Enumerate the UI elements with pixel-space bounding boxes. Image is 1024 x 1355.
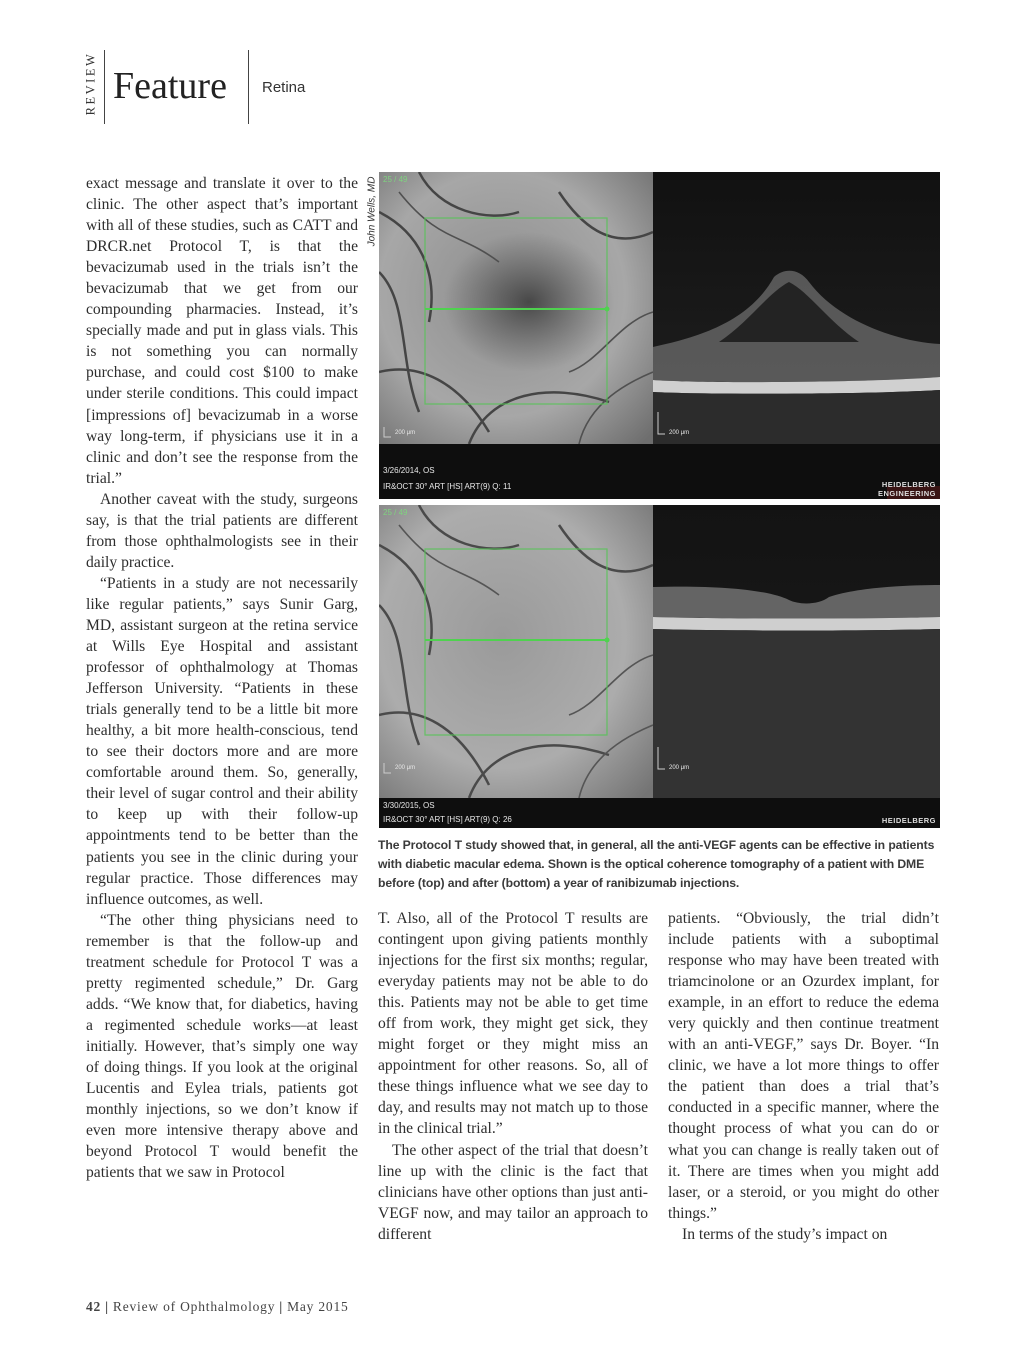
oct-image-before — [379, 172, 940, 499]
article-column-middle — [378, 908, 648, 1245]
article-column-left — [86, 173, 358, 1183]
brand-line: ENGINEERING — [877, 489, 936, 498]
scan-date: 3/26/2014, OS — [383, 466, 435, 475]
scan-counter: 25 / 49 — [383, 175, 408, 184]
paragraph: patients. “Obviously, the trial didn’t include patients with a suboptimal response who may have been treated with triamcinolone or an Ozurdex implant, for example, in an effort to reduce the edema very quickly and then continue treatment with an anti-VEGF,” says Dr. Boyer. “In clinic, we have a lot more things to offer the patient than does a trial that’s conducted in a specific manner, where the thought process of what you can do or what you can change is really taken out of it. There are times when you might add laser, or a steroid, or you might do other things.” — [668, 910, 939, 1222]
section-subtitle: Retina — [262, 79, 306, 96]
paragraph: Another caveat with the study, surgeons say, is that the trial patients are different from those ophthalmologists see in their daily practice. — [86, 490, 358, 571]
photo-credit — [365, 173, 379, 253]
paragraph: “The other thing physicians need to remember is that the follow-up and treatment schedule for Protocol T was a pretty regimented schedule,” Dr. Garg adds. “We know that, for diabetics, having a regimented schedule works—at least initially. However, that’s simply one way of doing things. If you look at the original Lucentis and Eylea trials, patients got monthly injections, so we don’t know if even more intensive therapy above and beyond Protocol T would benefit the patients that we saw in Protocol — [86, 911, 358, 1182]
oct-scan-graphic — [379, 505, 940, 828]
scan-info: IR&OCT 30° ART [HS] ART(9) Q: 26 — [383, 815, 512, 824]
page-footer — [86, 1299, 349, 1315]
paragraph: In terms of the study’s impact on — [682, 1225, 888, 1243]
review-tag-text: REVIEW — [83, 51, 98, 116]
paragraph: exact message and translate it over to the clinic. The other aspect that’s important with all of these studies, such as CATT and DRCR.net Protocol T, is that the bevacizumab used in the trials isn’t the bevacizumab that we get from our compounding pharmacies. Instead, it’s specially made and put in glass vials. This is not something you can normally purchase, and could cost $100 to make under sterile conditions. This could impact [impressions of] bevacizumab in a worse way long-term, if physicians use it in a clinic and don’t see the response from the trial.” — [86, 175, 358, 487]
header-divider — [104, 50, 105, 124]
paragraph: T. Also, all of the Protocol T results are contingent upon giving patients monthly injections for the first six months; regular, everyday patients may not be able to do this. Patients may not be able to get time off from work, they might get sick, they might forget or they might miss an appointment for other reasons. So, all of these things influence what we see day to day, and results may not match up to those in the clinical trial.” — [378, 910, 648, 1138]
brand-line: HEIDELBERG — [881, 480, 936, 489]
photo-credit-text: John Wells, MD — [366, 176, 378, 247]
brand-line: HEIDELBERG — [881, 816, 936, 825]
page-number: 42 — [86, 1299, 102, 1314]
paragraph: The other aspect of the trial that doesn’t line up with the clinic is the fact that clinicians have other options than just anti-VEGF now, and may tailor an approach to different — [378, 1141, 648, 1243]
publication-name: Review of Ophthalmology — [112, 1299, 276, 1314]
heidelberg-logo — [878, 480, 936, 498]
oct-scan-graphic — [379, 172, 940, 499]
footer-separator: | — [105, 1299, 109, 1314]
section-title-feature: Feature — [113, 65, 227, 107]
scale-label: 200 μm — [669, 430, 690, 436]
oct-image-after — [379, 505, 940, 828]
footer-separator: | — [279, 1299, 284, 1314]
review-vertical-tag — [80, 50, 102, 124]
scan-info: IR&OCT 30° ART [HS] ART(9) Q: 11 — [383, 482, 512, 491]
scan-counter: 25 / 49 — [383, 508, 408, 517]
paragraph: “Patients in a study are not necessarily like regular patients,” says Sunir Garg, MD, assistant surgeon at the retina service at Wills Eye Hospital and assistant professor of ophthalmology at Thomas Jefferson University. “Patients in these trials generally tend to be a little bit more healthy, a bit more health-conscious, tend to see their doctors more and are more comfortable around them. So, generally, their level of sugar control and their ability to keep up with their follow-up appointments tend to be better than the patients you see in the clinic during your regular practice. Those differences may influence outcomes, as well. — [86, 574, 358, 908]
issue-date: May 2015 — [287, 1299, 349, 1314]
scan-date: 3/30/2015, OS — [383, 801, 435, 810]
figure-caption: The Protocol T study showed that, in general, all the anti-VEGF agents can be effective in patients with diabetic macular edema. Shown is the optical coherence tomography of a patient with DME before (top) and after (bottom) a year of ranibizumab injections. — [378, 838, 935, 890]
scale-label: 200 μm — [669, 765, 690, 771]
heidelberg-logo — [882, 816, 936, 825]
scale-label: 200 μm — [395, 765, 416, 771]
scale-label: 200 μm — [395, 430, 416, 436]
header-divider — [248, 50, 249, 124]
article-column-right — [668, 908, 939, 1245]
